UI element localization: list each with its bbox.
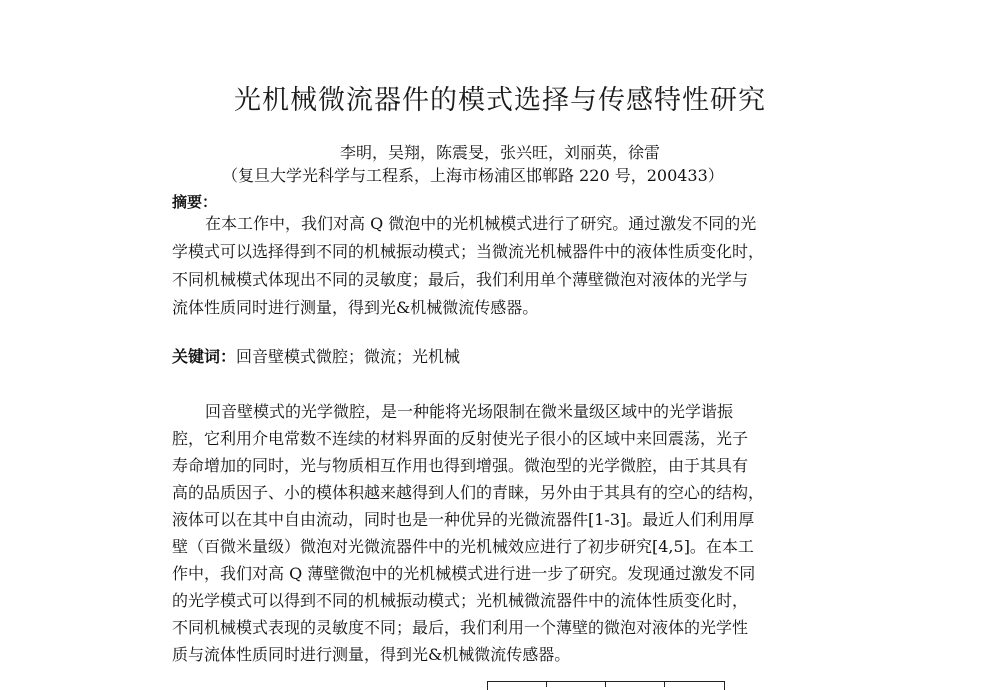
abstract-line: 在本工作中，我们对高 Q 微泡中的光机械模式进行了研究。通过激发不同的光	[205, 214, 757, 233]
figure-tick	[546, 682, 547, 687]
body-line: 腔，它利用介电常数不连续的材料界面的反射使光子很小的区域中来回震荡，光子	[172, 429, 749, 448]
figure-frame-top	[487, 681, 725, 690]
abstract-line: 学模式可以选择得到不同的机械振动模式；当微流光机械器件中的液体性质变化时，	[172, 242, 765, 261]
body-line: 质与流体性质同时进行测量，得到光&机械微流传感器。	[172, 645, 571, 664]
paper-title: 光机械微流器件的模式选择与传感特性研究	[234, 85, 766, 116]
keywords-label: 关键词：	[172, 347, 237, 366]
body-line: 不同机械模式表现的灵敏度不同；最后，我们利用一个薄壁的微泡对液体的光学性	[172, 618, 749, 637]
body-line: 作中，我们对高 Q 薄壁微泡中的光机械模式进行进一步了研究。发现通过激发不同	[172, 564, 756, 583]
keywords-text: 回音壁模式微腔；微流；光机械	[236, 347, 461, 366]
abstract-line: 不同机械模式体现出不同的灵敏度；最后，我们利用单个薄壁微泡对液体的光学与	[172, 270, 749, 289]
keywords	[172, 345, 460, 369]
figure-tick	[664, 682, 665, 687]
body-line: 壁（百微米量级）微泡对光微流器件中的光机械效应进行了初步研究[4,5]。在本工	[172, 537, 754, 556]
body-line: 回音壁模式的光学微腔，是一种能将光场限制在微米量级区域中的光学谐振	[205, 402, 734, 421]
body-line: 的光学模式可以得到不同的机械振动模式；光机械微流器件中的流体性质变化时，	[172, 591, 749, 610]
body-line: 寿命增加的同时，光与物质相互作用也得到增强。微泡型的光学微腔，由于其具有	[172, 456, 749, 475]
body-line: 高的品质因子、小的模体积越来越得到人们的青睐，另外由于其具有的空心的结构，	[172, 483, 765, 502]
abstract-label: 摘要：	[172, 193, 218, 211]
affiliation: （复旦大学光科学与工程系，上海市杨浦区邯郸路 220 号，200433）	[222, 166, 724, 185]
author-list: 李明，吴翔，陈震旻，张兴旺，刘丽英，徐雷	[339, 143, 660, 162]
figure-tick	[605, 682, 606, 687]
abstract-line: 流体性质同时进行测量，得到光&机械微流传感器。	[172, 298, 539, 317]
body-line: 液体可以在其中自由流动，同时也是一种优异的光微流器件[1-3]。最近人们利用厚	[172, 510, 755, 529]
